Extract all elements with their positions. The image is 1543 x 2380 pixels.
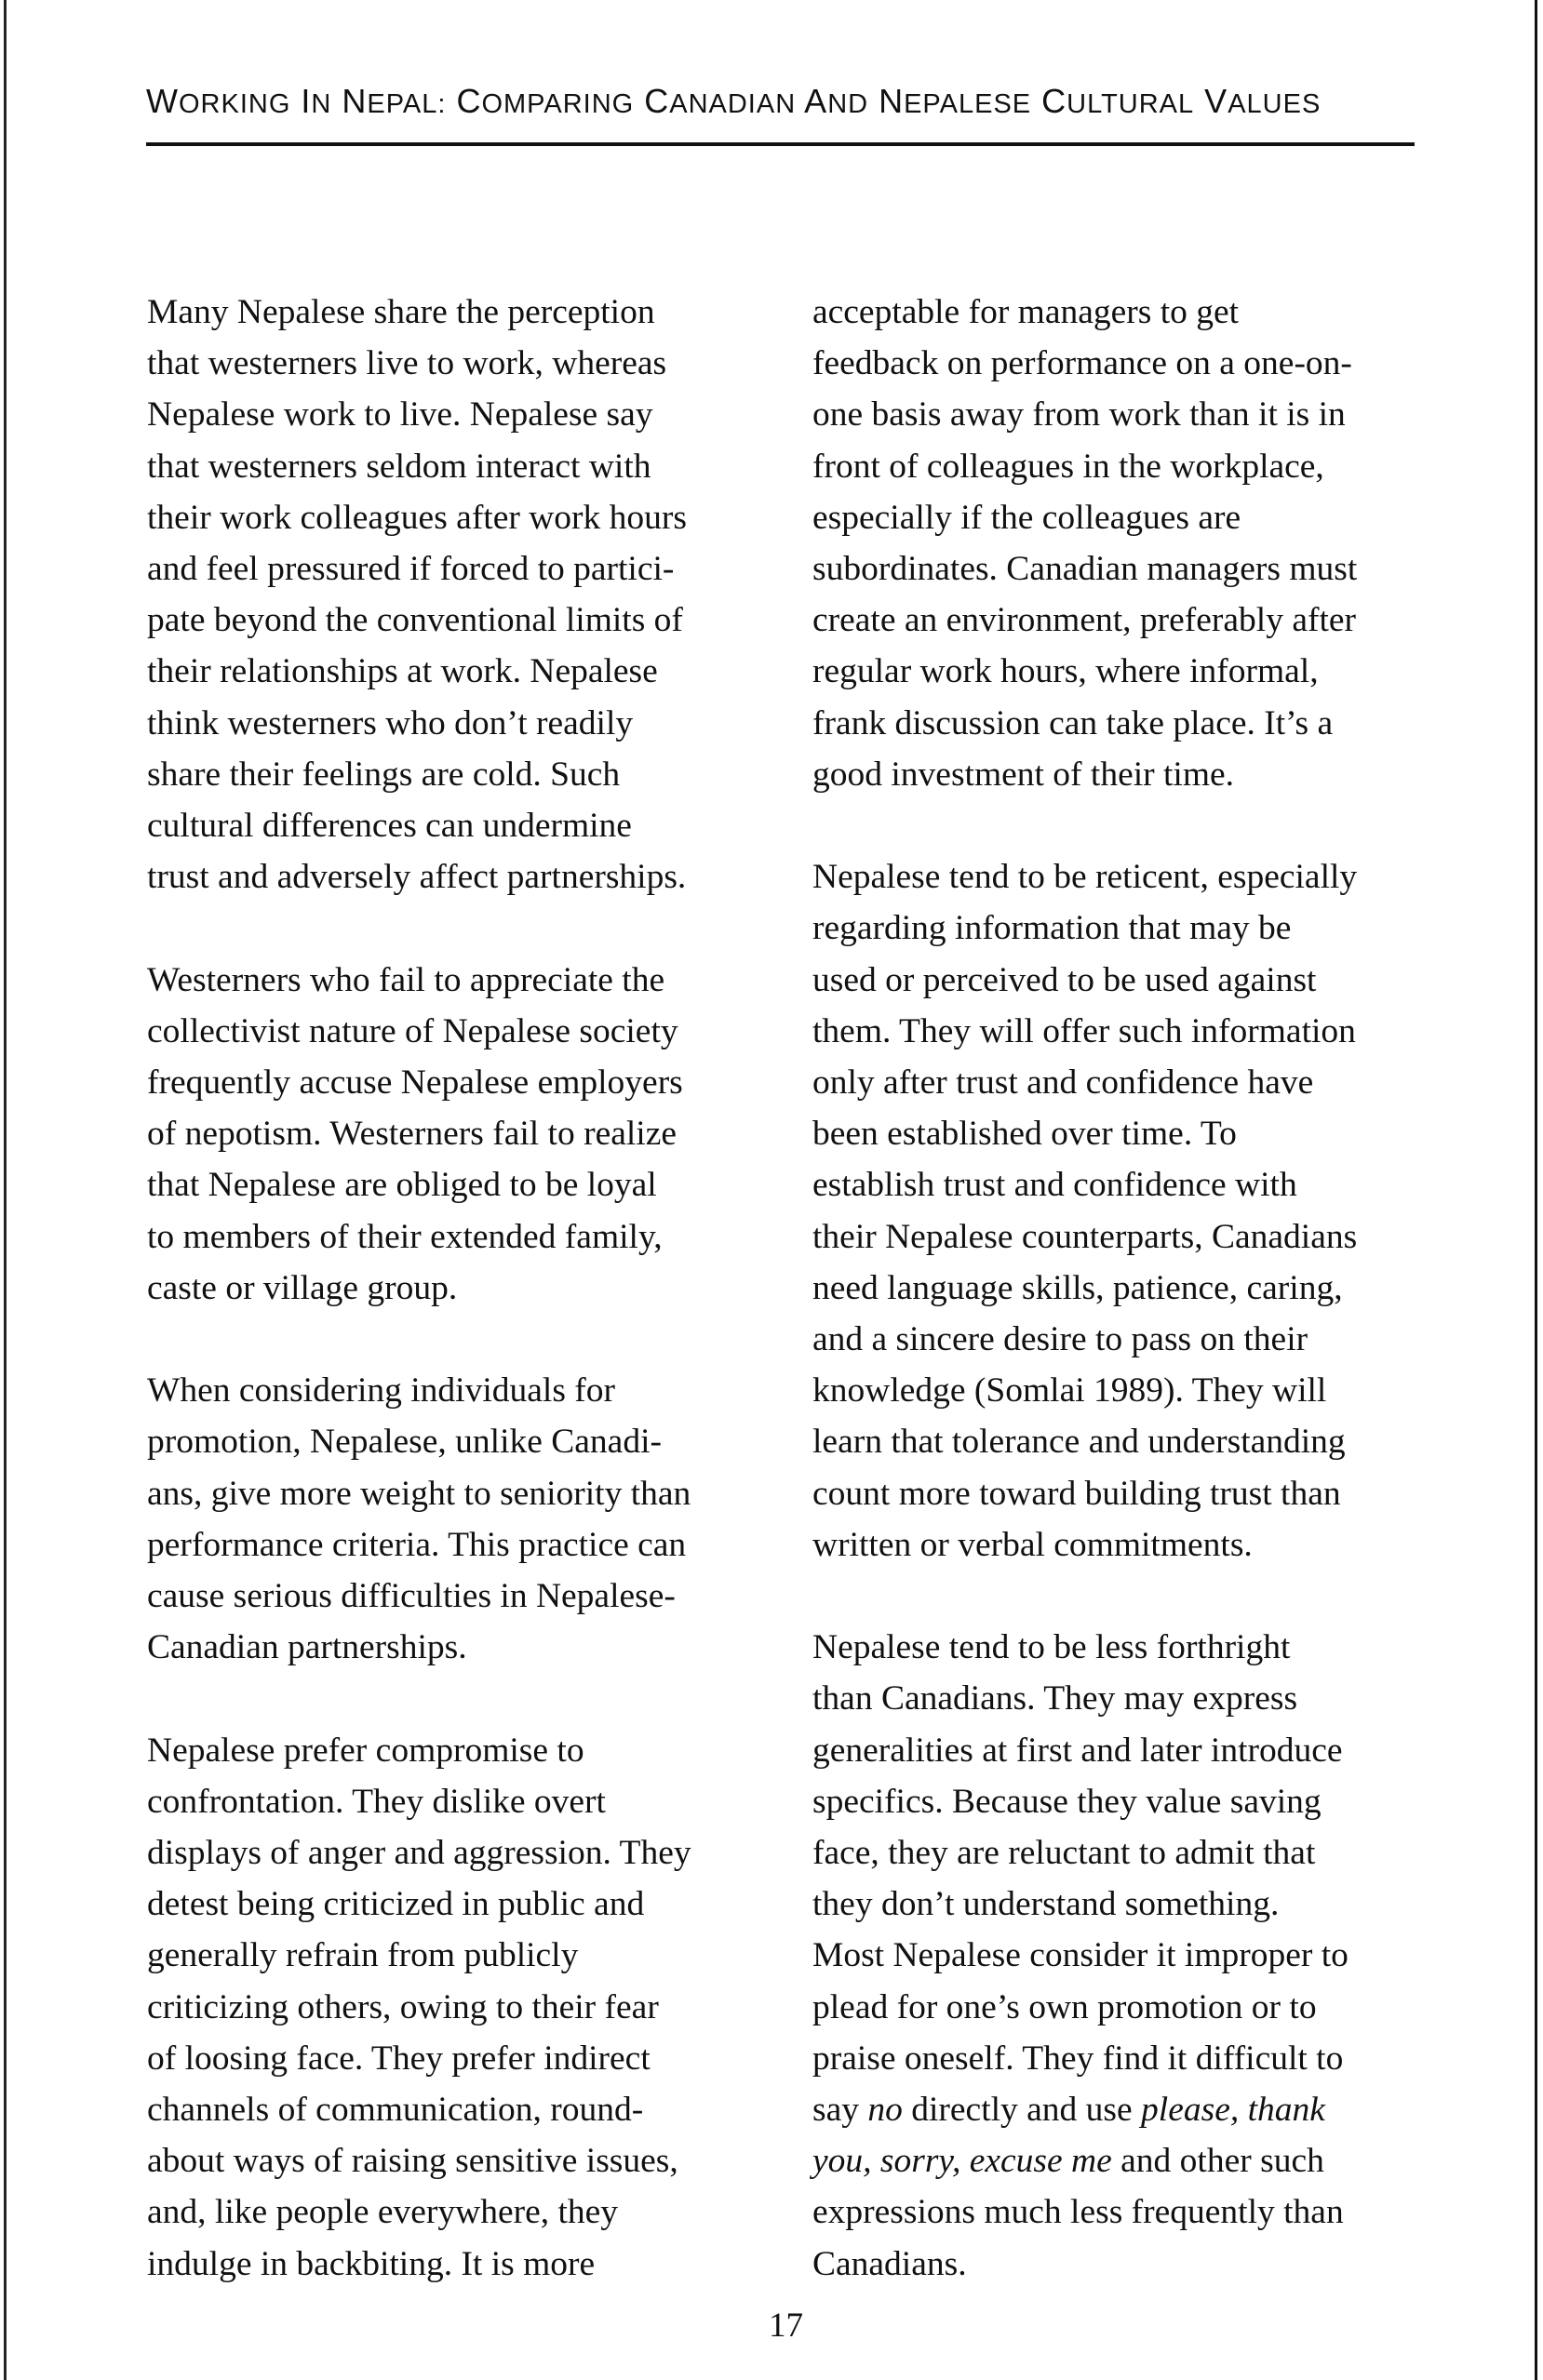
text-line: trust and adversely affect partnerships.: [147, 858, 687, 897]
text-line: promotion, Nepalese, unlike Canadi-: [147, 1423, 662, 1462]
paragraph: [147, 955, 780, 1314]
text-line: regarding information that may be: [812, 909, 1292, 948]
text-line: caste or village group.: [147, 1268, 458, 1307]
text-line: When considering individuals for: [147, 1371, 616, 1411]
paragraph: [812, 851, 1464, 1571]
text-line: front of colleagues in the workplace,: [812, 447, 1324, 486]
text-line: that westerners seldom interact with: [147, 447, 651, 486]
text-line: their work colleagues after work hours: [147, 498, 688, 537]
paragraph: [147, 1365, 780, 1673]
paragraph: [812, 287, 1464, 800]
left-column: [147, 287, 780, 2341]
text-line: Nepalese work to live. Nepalese say: [147, 395, 653, 435]
text-line: Nepalese prefer compromise to: [147, 1731, 584, 1770]
text-line: Nepalese tend to be less forthright: [812, 1628, 1291, 1667]
text-line: generalities at first and later introduce: [812, 1731, 1343, 1770]
text-line: feedback on performance on a one-on-: [812, 344, 1352, 383]
text-line: frank discussion can take place. It’s a: [812, 703, 1334, 742]
text-line: their Nepalese counterparts, Canadians: [812, 1217, 1358, 1256]
running-header-text: WORKING IN NEPAL: COMPARING CANADIAN AND NEPALESE CULTURAL VALUES: [146, 82, 1322, 120]
text-line: subordinates. Canadian managers must: [812, 550, 1358, 589]
paragraph: [147, 287, 780, 903]
text-line: knowledge (Somlai 1989). They will: [812, 1371, 1327, 1411]
text-line: specifics. Because they value saving: [812, 1782, 1322, 1821]
text-line: confrontation. They dislike overt: [147, 1782, 606, 1821]
text-line: frequently accuse Nepalese employers: [147, 1063, 683, 1103]
text-line: and, like people everywhere, they: [147, 2193, 619, 2232]
paragraph: [812, 2084, 1464, 2290]
text-line: ans, give more weight to seniority than: [147, 1474, 691, 1513]
text-line: cause serious difficulties in Nepalese-: [147, 1577, 676, 1616]
text-line: collectivist nature of Nepalese society: [147, 1011, 678, 1050]
text-line: cultural differences can undermine: [147, 807, 632, 846]
paragraph: [147, 1725, 780, 2290]
page-number: 17: [769, 2306, 803, 2345]
text-line: that westerners live to work, whereas: [147, 344, 667, 383]
text-line: create an environment, preferably after: [812, 601, 1357, 640]
text-line: need language skills, patience, caring,: [812, 1268, 1343, 1307]
scan-edge-left: [4, 0, 7, 2380]
text-line: that Nepalese are obliged to be loyal: [147, 1166, 657, 1205]
text-line: only after trust and confidence have: [812, 1063, 1314, 1103]
text-line: say no directly and use please, thank: [812, 2091, 1325, 2130]
text-line: detest being criticized in public and: [147, 1885, 645, 1924]
paragraph: [812, 1622, 1464, 2084]
text-line: Canadian partnerships.: [147, 1628, 467, 1667]
text-line: good investment of their time.: [812, 755, 1235, 794]
text-line: regular work hours, where informal,: [812, 652, 1319, 691]
text-line: them. They will offer such information: [812, 1011, 1356, 1050]
text-line: face, they are reluctant to admit that: [812, 1834, 1316, 1873]
text-line: especially if the colleagues are: [812, 498, 1241, 537]
text-line: count more toward building trust than: [812, 1474, 1341, 1513]
text-line: learn that tolerance and understanding: [812, 1423, 1346, 1462]
running-header: [146, 82, 1412, 121]
text-line: written or verbal commitments.: [812, 1525, 1253, 1564]
text-line: Nepalese tend to be reticent, especially: [812, 858, 1358, 897]
text-line: Most Nepalese consider it improper to: [812, 1936, 1348, 1975]
text-line: think westerners who don’t readily: [147, 703, 634, 742]
text-line: of loosing face. They prefer indirect: [147, 2039, 651, 2078]
text-line: acceptable for managers to get: [812, 293, 1240, 331]
text-line: praise oneself. They find it difficult to: [812, 2039, 1344, 2078]
text-line: performance criteria. This practice can: [147, 1525, 687, 1564]
text-line: to members of their extended family,: [147, 1217, 663, 1256]
text-line: channels of communication, round-: [147, 2091, 644, 2130]
text-line: used or perceived to be used against: [812, 960, 1317, 999]
text-line: about ways of raising sensitive issues,: [147, 2142, 678, 2181]
text-line: of nepotism. Westerners fail to realize: [147, 1115, 678, 1154]
text-line: share their feelings are cold. Such: [147, 755, 621, 794]
scan-edge-right: [1535, 0, 1537, 2380]
text-line: expressions much less frequently than: [812, 2193, 1344, 2232]
text-line: than Canadians. They may express: [812, 1679, 1298, 1718]
text-line: one basis away from work than it is in: [812, 395, 1346, 435]
text-line: been established over time. To: [812, 1115, 1237, 1154]
text-line: their relationships at work. Nepalese: [147, 652, 658, 691]
text-line: Many Nepalese share the perception: [147, 293, 655, 331]
text-line: plead for one’s own promotion or to: [812, 1987, 1317, 2026]
text-line: and a sincere desire to pass on their: [812, 1320, 1308, 1359]
text-line: establish trust and confidence with: [812, 1166, 1297, 1205]
right-column: [812, 287, 1464, 2341]
text-line: displays of anger and aggression. They: [147, 1834, 691, 1873]
text-line: pate beyond the conventional limits of: [147, 601, 683, 640]
text-line: Canadians.: [812, 2244, 967, 2283]
text-line: Westerners who fail to appreciate the: [147, 960, 665, 999]
text-line: you, sorry, excuse me and other such: [812, 2142, 1324, 2181]
header-rule: [146, 142, 1415, 146]
text-line: generally refrain from publicly: [147, 1936, 579, 1975]
text-line: they don’t understand something.: [812, 1885, 1280, 1924]
text-line: criticizing others, owing to their fear: [147, 1987, 659, 2026]
text-line: and feel pressured if forced to partici-: [147, 550, 675, 589]
text-line: indulge in backbiting. It is more: [147, 2244, 596, 2283]
